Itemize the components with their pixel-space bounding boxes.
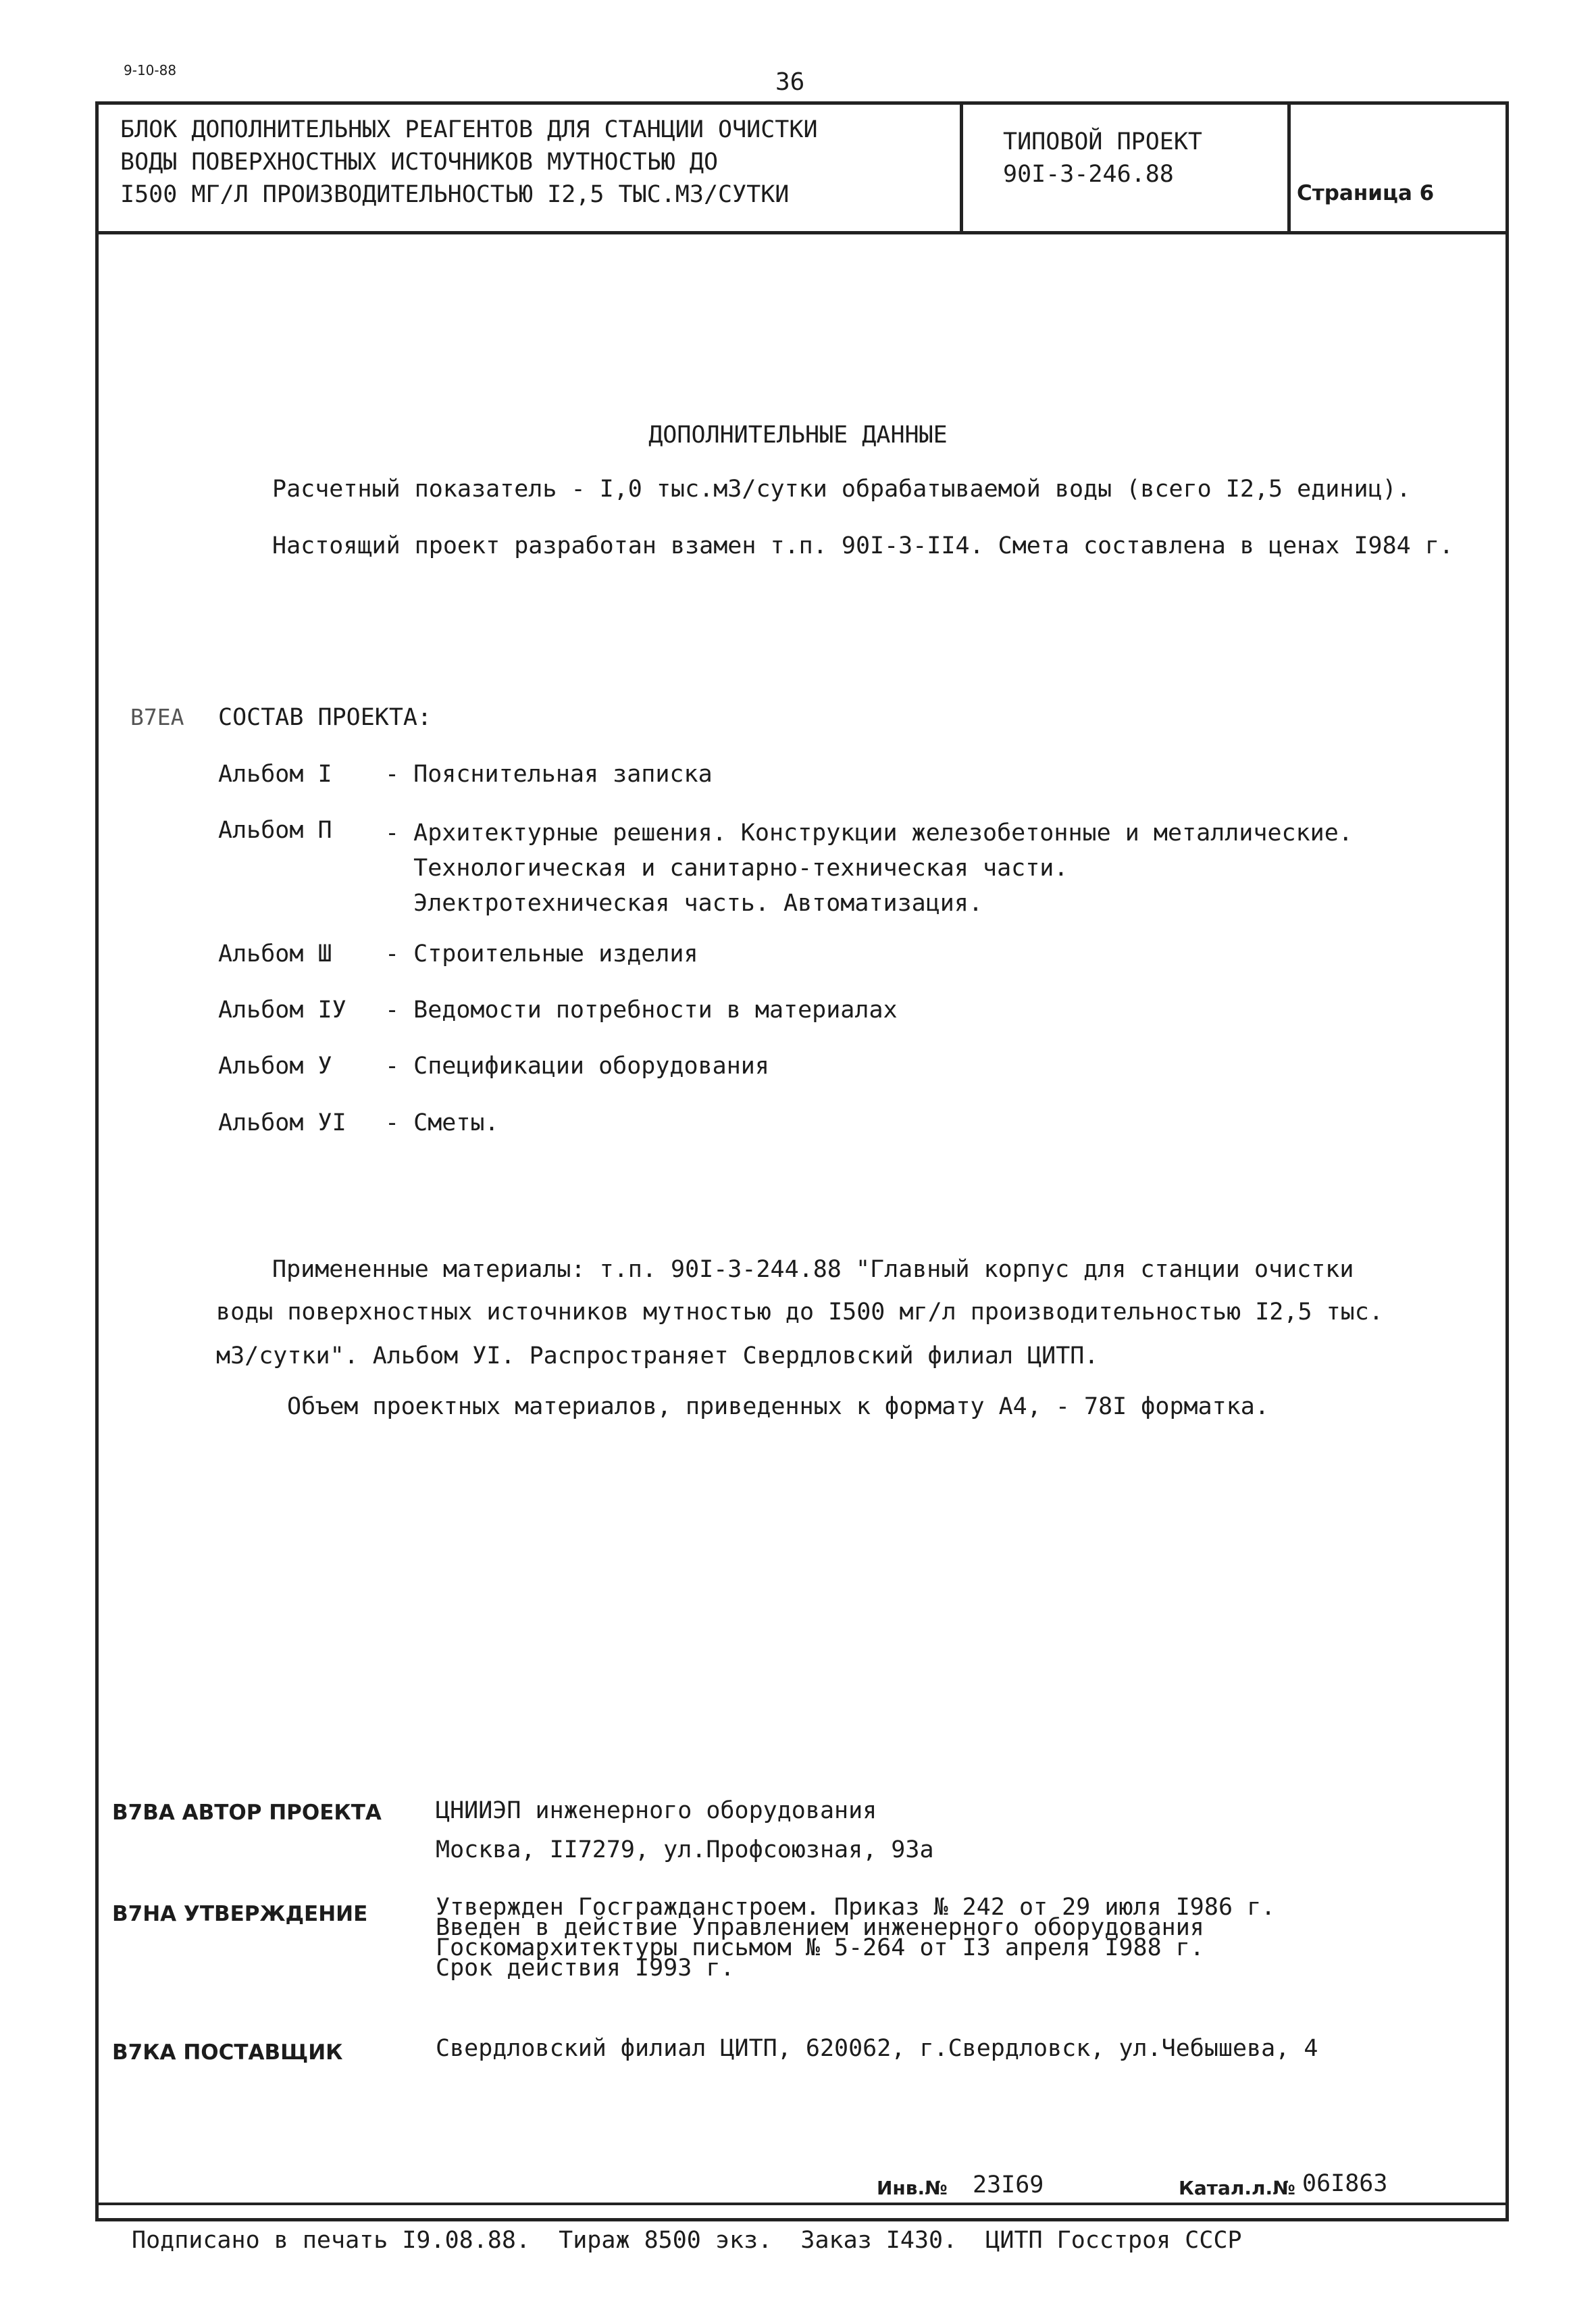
header-project-info bbox=[1003, 126, 1202, 191]
album-label: Альбом IУ bbox=[218, 997, 346, 1024]
album-text bbox=[385, 815, 1353, 921]
materials-line-3: м3/сутки". Альбом УI. Распространяет Свердловский филиал ЦИТП. bbox=[216, 1342, 1099, 1369]
header-title bbox=[120, 114, 818, 211]
materials-volume: Объем проектных материалов, приведенных к формату А4, - 78I форматка. bbox=[287, 1393, 1269, 1420]
album-text: - Строительные изделия bbox=[385, 940, 698, 967]
album-label: Альбом I bbox=[218, 761, 332, 788]
approval-value bbox=[436, 1894, 1276, 1982]
album-text: - Сметы. bbox=[385, 1109, 499, 1136]
album-text: - Ведомости потребности в материалах bbox=[385, 997, 898, 1024]
album-label: Альбом У bbox=[218, 1053, 332, 1080]
album-label: Альбом Ш bbox=[218, 940, 332, 967]
header-column-divider-2 bbox=[1287, 101, 1291, 233]
composition-code: В7ЕА bbox=[130, 704, 184, 730]
approval-key: В7НА УТВЕРЖДЕНИЕ bbox=[112, 1902, 368, 1926]
header-column-divider-1 bbox=[960, 101, 963, 233]
author-line: Москва, II7279, ул.Профсоюзная, 93а bbox=[436, 1836, 934, 1863]
page-number-top: 36 bbox=[775, 68, 805, 96]
additional-line-1: Расчетный показатель - I,0 тыс.м3/сутки обрабатываемой воды (всего I2,5 единиц). bbox=[272, 476, 1411, 503]
top-date: 9-10-88 bbox=[124, 62, 177, 78]
footer-divider bbox=[95, 2203, 1509, 2205]
inventory-number: 23I69 bbox=[973, 2171, 1044, 2198]
approval-line: Срок действия I993 г. bbox=[436, 1955, 735, 1982]
imprint-line: Подписано в печать I9.08.88. Тираж 8500 экз. Заказ I430. ЦИТП Госстроя СССР bbox=[132, 2227, 1242, 2254]
materials-line-2: воды поверхностных источников мутностью до I500 мг/л производительностью I2,5 тыс. bbox=[216, 1299, 1383, 1326]
catalog-number: 06I863 bbox=[1302, 2170, 1388, 2197]
catalog-label: Катал.л.№ bbox=[1179, 2177, 1295, 2199]
album-text: - Пояснительная записка bbox=[385, 761, 713, 788]
album-text: - Спецификации оборудования bbox=[385, 1053, 769, 1080]
author-line: ЦНИИЭП инженерного оборудования bbox=[436, 1797, 877, 1824]
additional-data-title: ДОПОЛНИТЕЛЬНЫЕ ДАННЫЕ bbox=[648, 422, 948, 449]
album-text-line: Электротехническая часть. Автоматизация. bbox=[385, 890, 983, 917]
project-code: 90I-3-246.88 bbox=[1003, 161, 1174, 188]
album-text-line: - Архитектурные решения. Конструкции железобетонные и металлические. bbox=[385, 820, 1353, 847]
album-label: Альбом УI bbox=[218, 1109, 346, 1136]
materials-line-1: Примененные материалы: т.п. 90I-3-244.88 "Главный корпус для станции очистки bbox=[272, 1256, 1354, 1283]
project-type: ТИПОВОЙ ПРОЕКТ bbox=[1003, 128, 1203, 155]
header-title-line: I500 МГ/Л ПРОИЗВОДИТЕЛЬНОСТЬЮ I2,5 ТЫС.М3/СУТКИ bbox=[120, 181, 790, 208]
supplier-key: В7КА ПОСТАВЩИК bbox=[112, 2040, 343, 2065]
approval-line: Госкомархитектуры письмом № 5-264 от I3 апреля I988 г. bbox=[436, 1934, 1204, 1961]
album-text-line: Технологическая и санитарно-техническая части. bbox=[385, 855, 1069, 882]
header-title-line: ВОДЫ ПОВЕРХНОСТНЫХ ИСТОЧНИКОВ МУТНОСТЬЮ ДО bbox=[120, 149, 719, 176]
header-divider bbox=[95, 231, 1509, 234]
author-value bbox=[436, 1796, 934, 1865]
page-label: Страница 6 bbox=[1297, 181, 1435, 205]
inventory-label: Инв.№ bbox=[877, 2177, 948, 2199]
author-key: В7ВА АВТОР ПРОЕКТА bbox=[112, 1801, 382, 1825]
composition-title: СОСТАВ ПРОЕКТА: bbox=[218, 704, 432, 731]
header-title-line: БЛОК ДОПОЛНИТЕЛЬНЫХ РЕАГЕНТОВ ДЛЯ СТАНЦИИ ОЧИСТКИ bbox=[120, 116, 818, 143]
additional-line-2: Настоящий проект разработан взамен т.п. 90I-3-II4. Смета составлена в ценах I984 г. bbox=[272, 532, 1453, 559]
supplier-value: Свердловский филиал ЦИТП, 620062, г.Свердловск, ул.Чебышева, 4 bbox=[436, 2035, 1318, 2062]
album-label: Альбом П bbox=[218, 817, 332, 844]
approval-line: Введен в действие Управлением инженерного оборудования bbox=[436, 1914, 1204, 1941]
approval-line: Утвержден Госгражданстроем. Приказ № 242 от 29 июля I986 г. bbox=[436, 1894, 1276, 1921]
